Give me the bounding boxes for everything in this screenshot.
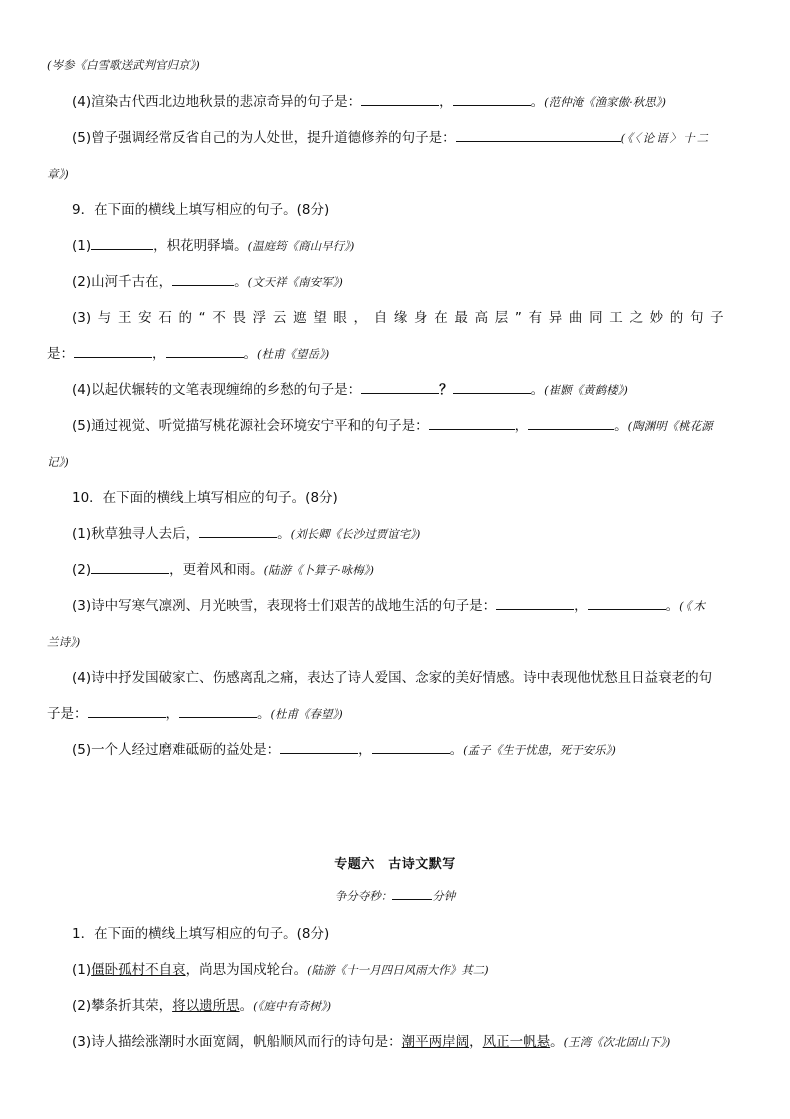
- answer-blank[interactable]: [74, 345, 152, 358]
- period: 。: [530, 94, 545, 110]
- question-heading: 9．在下面的横线上填写相应的句子。(8分): [72, 202, 330, 218]
- source-citation-cont: 章》): [47, 167, 69, 181]
- item-text: (5)一个人经过磨难砥砺的益处是：: [72, 742, 281, 758]
- source-citation-cont: 兰诗》): [47, 635, 81, 649]
- filled-answer: 风正一帆悬: [482, 1034, 551, 1050]
- source-citation: (孟子《生于忧患，死于安乐》): [463, 743, 616, 757]
- q9-item-3-justified: (3) 与 王 安 石 的 “ 不 畏 浮 云 遮 望 眼 ， 自 缘 身 在 最 高 层 ” 有 异 曲 同 工 之 妙 的 句 子: [72, 310, 724, 326]
- item-text: (3)诗中写寒气凛冽、月光映雪，表现将士们艰苦的战地生活的句子是：: [72, 598, 497, 614]
- filled-answer: 潮平两岸阔: [401, 1034, 470, 1050]
- item-number: (2): [72, 562, 92, 578]
- source-citation: (崔颢《黄鹤楼》): [544, 383, 628, 397]
- q9-item-1: [72, 236, 354, 256]
- item-number: (1): [72, 238, 92, 254]
- question-10-heading: [72, 488, 338, 508]
- item-number: (1): [72, 962, 92, 978]
- period: 。: [234, 274, 248, 290]
- item-text: (1)秋草独寻人去后，: [72, 526, 200, 542]
- source-citation-cont: 记》): [47, 455, 69, 469]
- item-text: (2)山河千古在，: [72, 274, 173, 290]
- timer-line: [0, 888, 790, 904]
- answer-blank[interactable]: [361, 381, 439, 394]
- answer-blank[interactable]: [361, 93, 439, 106]
- source-citation: (刘长卿《长沙过贾谊宅》): [290, 527, 421, 541]
- section-q1-heading: [72, 924, 329, 944]
- answer-blank[interactable]: [372, 741, 450, 754]
- source-citation: (陆游《十一月四日风雨大作》其二): [307, 963, 489, 977]
- question-text: (4)渲染古代西北边地秋景的悲凉奇异的句子是：: [72, 94, 362, 110]
- source-citation: (《庭中有奇树》): [253, 999, 332, 1013]
- source-citation: (文天祥《南安军》): [247, 275, 343, 289]
- timer-label: 争分夺秒：: [334, 889, 393, 903]
- answer-blank[interactable]: [528, 417, 614, 430]
- question-9-heading: [72, 200, 329, 220]
- answer-blank[interactable]: [280, 741, 358, 754]
- item-text: ，枳花明驿墙。: [153, 238, 248, 254]
- item-text: (4)诗中抒发国破家亡、伤感离乱之痛，表达了诗人爱国、念家的美好情感。诗中表现他忧愁且日益衰老的句: [72, 670, 713, 686]
- q10-item-5: (5)一个人经过磨难砥砺的益处是： ， 。(孟子《生于忧患，死于安乐》): [72, 742, 616, 758]
- item-text: (4)以起伏辗转的文笔表现缠绵的乡愁的句子是：: [72, 382, 362, 398]
- answer-blank[interactable]: [199, 525, 277, 538]
- source-citation: (温庭筠《商山早行》): [247, 239, 355, 253]
- question-heading: 1．在下面的横线上填写相应的句子。(8分): [72, 926, 330, 942]
- q10-item-4-cont: 子是： ， 。(杜甫《春望》): [47, 706, 343, 722]
- source-citation: (陆游《卜算子·咏梅》): [263, 563, 375, 577]
- item-text: 是：: [47, 346, 74, 362]
- timer-unit: 分钟: [432, 889, 456, 903]
- answer-blank[interactable]: [456, 129, 621, 142]
- filled-answer: 僵卧孤村不自哀: [91, 962, 186, 978]
- timer-blank[interactable]: [392, 888, 432, 900]
- q9-item-2: [72, 272, 343, 292]
- question-4-line: [72, 92, 666, 112]
- question-5-line: [72, 128, 710, 148]
- answer-blank[interactable]: [179, 705, 257, 718]
- answer-blank[interactable]: [88, 705, 166, 718]
- source-citation: (岑参《白雪歌送武判官归京》): [47, 58, 200, 72]
- item-text: (3)诗人描绘涨潮时水面宽阔，帆船顺风而行的诗句是：: [72, 1034, 402, 1050]
- answer-blank[interactable]: [172, 273, 234, 286]
- item-text: (5)通过视觉、听觉描写桃花源社会环境安宁平和的句子是：: [72, 418, 429, 434]
- source-citation: (《〈论语〉十二: [620, 131, 711, 145]
- question-5-cont: [47, 164, 69, 184]
- source-citation: (范仲淹《渔家傲·秋思》): [544, 95, 667, 109]
- answer-blank[interactable]: [496, 597, 574, 610]
- source-citation: (陶渊明《桃花源: [627, 419, 713, 433]
- q10-item-2: [72, 560, 374, 580]
- item-text: ，更着风和雨。: [169, 562, 264, 578]
- answer-blank[interactable]: [166, 345, 244, 358]
- section-q1-item-1: [72, 960, 489, 980]
- answer-blank[interactable]: [588, 597, 666, 610]
- answer-blank[interactable]: [453, 381, 531, 394]
- q10-item-3: (3)诗中写寒气凛冽、月光映雪，表现将士们艰苦的战地生活的句子是： ， 。(《木: [72, 598, 707, 614]
- section-title: 专题六 古诗文默写: [334, 857, 456, 872]
- q9-item-5: (5)通过视觉、听觉描写桃花源社会环境安宁平和的句子是： ， 。(陶渊明《桃花源: [72, 418, 713, 434]
- q10-item-4: [72, 668, 712, 688]
- q9-item-4: (4)以起伏辗转的文笔表现缠绵的乡愁的句子是： ？ 。(崔颢《黄鹤楼》): [72, 382, 628, 398]
- source-citation: (《木: [679, 599, 707, 613]
- section-q1-item-2: (2)攀条折其荣，将以遗所思。(《庭中有奇树》): [72, 998, 332, 1014]
- q10-item-1: (1)秋草独寻人去后， 。(刘长卿《长沙过贾谊宅》): [72, 526, 421, 542]
- source-citation: (王湾《次北固山下》): [563, 1035, 671, 1049]
- q9-item-3-cont: 是： ， 。(杜甫《望岳》): [47, 346, 330, 362]
- item-text: (2)攀条折其荣，: [72, 998, 173, 1014]
- q10-item-3-cont: [47, 632, 80, 652]
- source-citation: (杜甫《春望》): [270, 707, 343, 721]
- answer-blank[interactable]: [429, 417, 515, 430]
- q9-item-5-cont: [47, 452, 69, 472]
- answer-blank[interactable]: [91, 561, 169, 574]
- comma: ，: [439, 94, 453, 110]
- answer-blank[interactable]: [453, 93, 531, 106]
- source-citation: (杜甫《望岳》): [257, 347, 330, 361]
- filled-answer: 将以遗所思: [172, 998, 240, 1014]
- answer-blank[interactable]: [91, 237, 153, 250]
- question-heading: 10．在下面的横线上填写相应的句子。(8分): [72, 490, 338, 506]
- item-text: 子是：: [47, 706, 88, 722]
- item-text: ，尚思为国戍轮台。: [185, 962, 308, 978]
- question-text: (5)曾子强调经常反省自己的为人处世，提升道德修养的句子是：: [72, 130, 456, 146]
- section-q1-item-3: (3)诗人描绘涨潮时水面宽阔，帆船顺风而行的诗句是：潮平两岸阔，风正一帆悬。(王湾《次北固山下》): [72, 1034, 671, 1050]
- source-line-cen-shen: [47, 55, 200, 75]
